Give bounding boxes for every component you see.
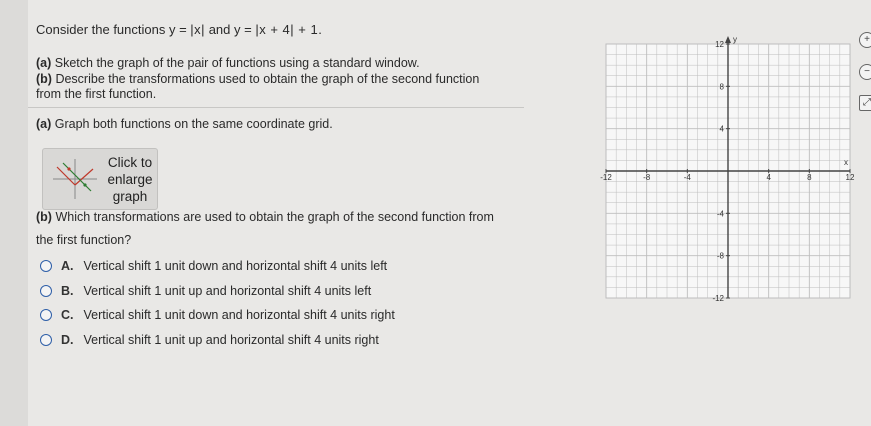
y-tick-label: -4 [716, 209, 724, 219]
y-tick-label: 4 [719, 124, 724, 134]
question-header [36, 22, 322, 37]
x-tick-label: -8 [643, 173, 651, 182]
x-axis-label: x [844, 158, 848, 167]
part-b-text-2: from the first function. [36, 87, 157, 101]
enlarge-line-2: enlarge [107, 172, 153, 187]
function-2: |x + 4| + 1 [255, 22, 319, 37]
option-b[interactable] [40, 284, 371, 298]
option-b-radio[interactable] [40, 285, 52, 297]
part-a-label: (a) [36, 56, 52, 70]
x-tick-label: -12 [600, 173, 612, 182]
y-tick-label: -12 [712, 294, 724, 303]
y-tick-label: 8 [719, 82, 724, 92]
enlarge-line-1: Click to [107, 155, 153, 170]
x-tick-label: -4 [683, 173, 691, 182]
x-tick-label: 4 [766, 173, 771, 182]
zoom-out-icon[interactable]: − [859, 64, 871, 80]
option-d[interactable] [40, 333, 379, 347]
part-a-text: Sketch the graph of the pair of functions using a standard window. [54, 56, 420, 70]
question-panel [28, 0, 528, 426]
section-b-prompt [36, 210, 494, 225]
y-axis-arrow [725, 36, 731, 43]
option-b-text: Vertical shift 1 unit up and horizontal shift 4 units left [83, 284, 372, 298]
graph-thumbnail-icon [49, 155, 101, 203]
section-a-text: Graph both functions on the same coordinate grid. [54, 117, 333, 131]
header-and: and y = [208, 22, 252, 37]
function-1: |x| [190, 22, 206, 37]
section-b-text-1: Which transformations are used to obtain the graph of the second function from [55, 210, 494, 224]
section-divider [28, 107, 524, 108]
option-c-text: Vertical shift 1 unit down and horizontal shift 4 units right [83, 308, 395, 322]
section-b-label: (b) [36, 210, 52, 224]
option-d-radio[interactable] [40, 334, 52, 346]
header-prefix: Consider the functions y = [36, 22, 187, 37]
enlarge-graph-button[interactable] [42, 148, 158, 210]
graph-tools [856, 0, 871, 426]
option-d-text: Vertical shift 1 unit up and horizontal shift 4 units right [83, 333, 379, 347]
part-b-instruction-cont [36, 87, 156, 102]
part-b-label: (b) [36, 72, 52, 86]
option-a[interactable] [40, 259, 387, 273]
coordinate-grid-svg[interactable] [588, 30, 860, 312]
option-a-radio[interactable] [40, 260, 52, 272]
option-d-letter: D. [61, 333, 74, 347]
part-b-instruction [36, 72, 479, 87]
y-tick-label: -8 [716, 251, 724, 261]
x-tick-label: 12 [845, 173, 855, 182]
page-left-edge [0, 0, 28, 426]
option-c[interactable] [40, 308, 395, 322]
y-axis-label: y [733, 35, 737, 44]
option-c-radio[interactable] [40, 309, 52, 321]
option-a-letter: A. [61, 259, 74, 273]
zoom-in-icon[interactable]: + [859, 32, 871, 48]
part-a-instruction [36, 56, 420, 71]
x-tick-label: 8 [807, 173, 812, 182]
option-b-letter: B. [61, 284, 74, 298]
section-a-prompt [36, 117, 333, 132]
coordinate-grid[interactable] [588, 30, 860, 312]
part-b-text-1: Describe the transformations used to obtain the graph of the second function [55, 72, 480, 86]
enlarge-label [105, 154, 155, 205]
enlarge-line-3: graph [112, 189, 148, 204]
header-end: . [318, 22, 322, 37]
section-a-label: (a) [36, 117, 52, 131]
option-c-letter: C. [61, 308, 74, 322]
y-tick-label: 12 [715, 40, 724, 49]
section-b-text-2: the first function? [36, 233, 132, 247]
option-a-text: Vertical shift 1 unit down and horizontal shift 4 units left [83, 259, 388, 273]
section-b-prompt-cont [36, 233, 131, 248]
expand-icon[interactable]: ⤢ [859, 95, 871, 111]
